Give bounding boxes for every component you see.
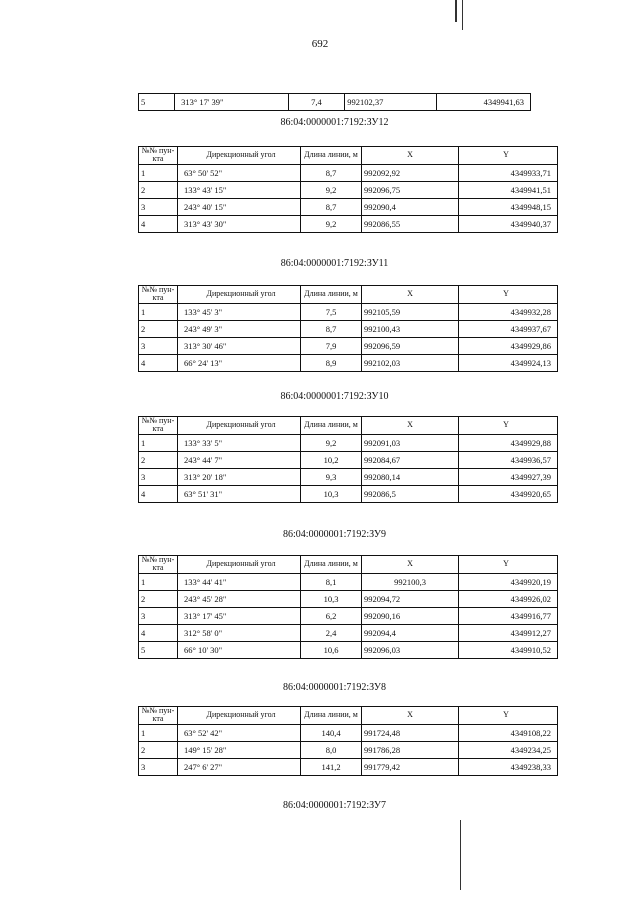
table-row: [139, 485, 558, 502]
x-coordinate: 992086,55: [362, 215, 459, 232]
header-line-length: Длина линии, м: [301, 556, 362, 574]
header-line-length: Длина линии, м: [301, 707, 362, 725]
direction-angle: 133° 44' 41": [178, 573, 301, 590]
parcel-caption: 86:04:0000001:7192:ЗУ8: [283, 682, 386, 693]
parcel-caption: 86:04:0000001:7192:ЗУ10: [280, 391, 389, 402]
direction-angle: 313° 17' 39": [175, 94, 289, 111]
x-coordinate: 992096,59: [362, 337, 459, 354]
x-coordinate: 992096,75: [362, 181, 459, 198]
y-coordinate: 4349234,25: [459, 741, 558, 758]
table-row: [139, 607, 558, 624]
y-coordinate: 4349929,86: [459, 337, 558, 354]
table-row: [139, 434, 558, 451]
line-length: 9,2: [301, 181, 362, 198]
line-length: 8,1: [301, 573, 362, 590]
point-number: 2: [139, 741, 178, 758]
header-direction-angle: Дирекционный угол: [178, 417, 301, 435]
y-coordinate: 4349926,02: [459, 590, 558, 607]
direction-angle: 313° 30' 46": [178, 337, 301, 354]
line-length: 9,3: [301, 468, 362, 485]
line-length: 10,3: [301, 590, 362, 607]
header-y: Y: [459, 417, 558, 435]
header-y: Y: [459, 147, 558, 165]
header-y: Y: [459, 556, 558, 574]
direction-angle: 63° 50' 52": [178, 164, 301, 181]
direction-angle: 133° 33' 5": [178, 434, 301, 451]
direction-angle: 66° 10' 30": [178, 641, 301, 658]
y-coordinate: 4349929,88: [459, 434, 558, 451]
direction-angle: 312° 58' 0": [178, 624, 301, 641]
direction-angle: 63° 51' 31": [178, 485, 301, 502]
table-row: [139, 468, 558, 485]
y-coordinate: 4349933,71: [459, 164, 558, 181]
direction-angle: 243° 49' 3": [178, 320, 301, 337]
header-x: X: [362, 707, 459, 725]
point-number: 4: [139, 485, 178, 502]
direction-angle: 243° 44' 7": [178, 451, 301, 468]
x-coordinate: 992100,43: [362, 320, 459, 337]
header-point-number: №№ пун-кта: [139, 147, 178, 165]
header-line-length: Длина линии, м: [301, 147, 362, 165]
direction-angle: 247° 6' 27": [178, 758, 301, 775]
point-number: 2: [139, 590, 178, 607]
table-header-row: [139, 286, 558, 304]
point-number: 3: [139, 198, 178, 215]
point-number: 4: [139, 354, 178, 371]
point-number: 1: [139, 724, 178, 741]
y-coordinate: 4349108,22: [459, 724, 558, 741]
header-direction-angle: Дирекционный угол: [178, 147, 301, 165]
line-length: 9,2: [301, 434, 362, 451]
x-coordinate: 992102,37: [345, 94, 437, 111]
point-number: 5: [139, 641, 178, 658]
direction-angle: 313° 43' 30": [178, 215, 301, 232]
point-number: 5: [139, 94, 175, 111]
point-number: 1: [139, 573, 178, 590]
direction-angle: 133° 43' 15": [178, 181, 301, 198]
header-point-number: №№ пун-кта: [139, 707, 178, 725]
direction-angle: 313° 20' 18": [178, 468, 301, 485]
table-row: [139, 337, 558, 354]
coordinates-table: [138, 555, 558, 659]
x-coordinate: 992091,03: [362, 434, 459, 451]
coordinates-table: [138, 706, 558, 776]
line-length: 8,9: [301, 354, 362, 371]
point-number: 1: [139, 164, 178, 181]
x-coordinate: 992086,5: [362, 485, 459, 502]
table-row: [139, 741, 558, 758]
line-length: 8,7: [301, 320, 362, 337]
line-length: 9,2: [301, 215, 362, 232]
direction-angle: 243° 40' 15": [178, 198, 301, 215]
parcel-caption: 86:04:0000001:7192:ЗУ12: [280, 117, 389, 128]
continuation-table: [138, 93, 531, 111]
point-number: 3: [139, 337, 178, 354]
point-number: 1: [139, 303, 178, 320]
x-coordinate: 992080,14: [362, 468, 459, 485]
header-line-length: Длина линии, м: [301, 286, 362, 304]
header-x: X: [362, 556, 459, 574]
header-direction-angle: Дирекционный угол: [178, 286, 301, 304]
line-length: 8,7: [301, 198, 362, 215]
scan-mark: [462, 0, 463, 30]
header-point-number: №№ пун-кта: [139, 286, 178, 304]
parcel-caption: 86:04:0000001:7192:ЗУ9: [283, 529, 386, 540]
table-header-row: [139, 556, 558, 574]
table-row: [139, 198, 558, 215]
table-row: [139, 303, 558, 320]
line-length: 141,2: [301, 758, 362, 775]
y-coordinate: 4349937,67: [459, 320, 558, 337]
x-coordinate: 992102,03: [362, 354, 459, 371]
point-number: 4: [139, 624, 178, 641]
x-coordinate: 992094,4: [362, 624, 459, 641]
y-coordinate: 4349948,15: [459, 198, 558, 215]
y-coordinate: 4349910,52: [459, 641, 558, 658]
direction-angle: 149° 15' 28": [178, 741, 301, 758]
y-coordinate: 4349920,65: [459, 485, 558, 502]
header-line-length: Длина линии, м: [301, 417, 362, 435]
direction-angle: 63° 52' 42": [178, 724, 301, 741]
direction-angle: 313° 17' 45": [178, 607, 301, 624]
parcel-caption: 86:04:0000001:7192:ЗУ7: [283, 800, 386, 811]
direction-angle: 133° 45' 3": [178, 303, 301, 320]
table-row: [139, 573, 558, 590]
x-coordinate: 992096,03: [362, 641, 459, 658]
point-number: 2: [139, 181, 178, 198]
table-row: [139, 451, 558, 468]
line-length: 2,4: [301, 624, 362, 641]
direction-angle: 243° 45' 28": [178, 590, 301, 607]
line-length: 10,6: [301, 641, 362, 658]
y-coordinate: 4349912,27: [459, 624, 558, 641]
direction-angle: 66° 24' 13": [178, 354, 301, 371]
point-number: 1: [139, 434, 178, 451]
point-number: 3: [139, 758, 178, 775]
y-coordinate: 4349916,77: [459, 607, 558, 624]
coordinates-table: [138, 416, 558, 503]
scan-mark: [455, 0, 457, 22]
line-length: 8,7: [301, 164, 362, 181]
x-coordinate: 992100,3: [362, 573, 459, 590]
line-length: 7,4: [288, 94, 345, 111]
line-length: 7,9: [301, 337, 362, 354]
table-row: [139, 354, 558, 371]
table-row: [139, 724, 558, 741]
point-number: 2: [139, 451, 178, 468]
header-x: X: [362, 286, 459, 304]
header-direction-angle: Дирекционный угол: [178, 556, 301, 574]
x-coordinate: 992092,92: [362, 164, 459, 181]
y-coordinate: 4349941,51: [459, 181, 558, 198]
line-length: 140,4: [301, 724, 362, 741]
x-coordinate: 991779,42: [362, 758, 459, 775]
line-length: 10,2: [301, 451, 362, 468]
y-coordinate: 4349941,63: [436, 94, 530, 111]
line-length: 8,0: [301, 741, 362, 758]
point-number: 4: [139, 215, 178, 232]
table-row: [139, 215, 558, 232]
y-coordinate: 4349940,37: [459, 215, 558, 232]
x-coordinate: 991724,48: [362, 724, 459, 741]
table-row: [139, 590, 558, 607]
line-length: 7,5: [301, 303, 362, 320]
header-point-number: №№ пун-кта: [139, 417, 178, 435]
coordinates-table: [138, 146, 558, 233]
point-number: 3: [139, 607, 178, 624]
header-point-number: №№ пун-кта: [139, 556, 178, 574]
x-coordinate: 992090,4: [362, 198, 459, 215]
point-number: 3: [139, 468, 178, 485]
line-length: 6,2: [301, 607, 362, 624]
y-coordinate: 4349936,57: [459, 451, 558, 468]
x-coordinate: 992084,67: [362, 451, 459, 468]
header-x: X: [362, 417, 459, 435]
table-row: [139, 181, 558, 198]
table-row: [139, 164, 558, 181]
header-y: Y: [459, 286, 558, 304]
coordinates-table: [138, 285, 558, 372]
y-coordinate: 4349932,28: [459, 303, 558, 320]
y-coordinate: 4349238,33: [459, 758, 558, 775]
y-coordinate: 4349927,39: [459, 468, 558, 485]
table-header-row: [139, 147, 558, 165]
point-number: 2: [139, 320, 178, 337]
table-row: [139, 758, 558, 775]
x-coordinate: 992090,16: [362, 607, 459, 624]
table-row: [139, 94, 531, 111]
x-coordinate: 992094,72: [362, 590, 459, 607]
x-coordinate: 991786,28: [362, 741, 459, 758]
header-y: Y: [459, 707, 558, 725]
table-row: [139, 320, 558, 337]
header-x: X: [362, 147, 459, 165]
parcel-caption: 86:04:0000001:7192:ЗУ11: [280, 258, 389, 269]
y-coordinate: 4349920,19: [459, 573, 558, 590]
table-header-row: [139, 707, 558, 725]
x-coordinate: 992105,59: [362, 303, 459, 320]
scan-mark: [460, 820, 461, 890]
y-coordinate: 4349924,13: [459, 354, 558, 371]
table-header-row: [139, 417, 558, 435]
line-length: 10,3: [301, 485, 362, 502]
table-row: [139, 641, 558, 658]
header-direction-angle: Дирекционный угол: [178, 707, 301, 725]
page-number: 692: [311, 38, 329, 50]
table-row: [139, 624, 558, 641]
